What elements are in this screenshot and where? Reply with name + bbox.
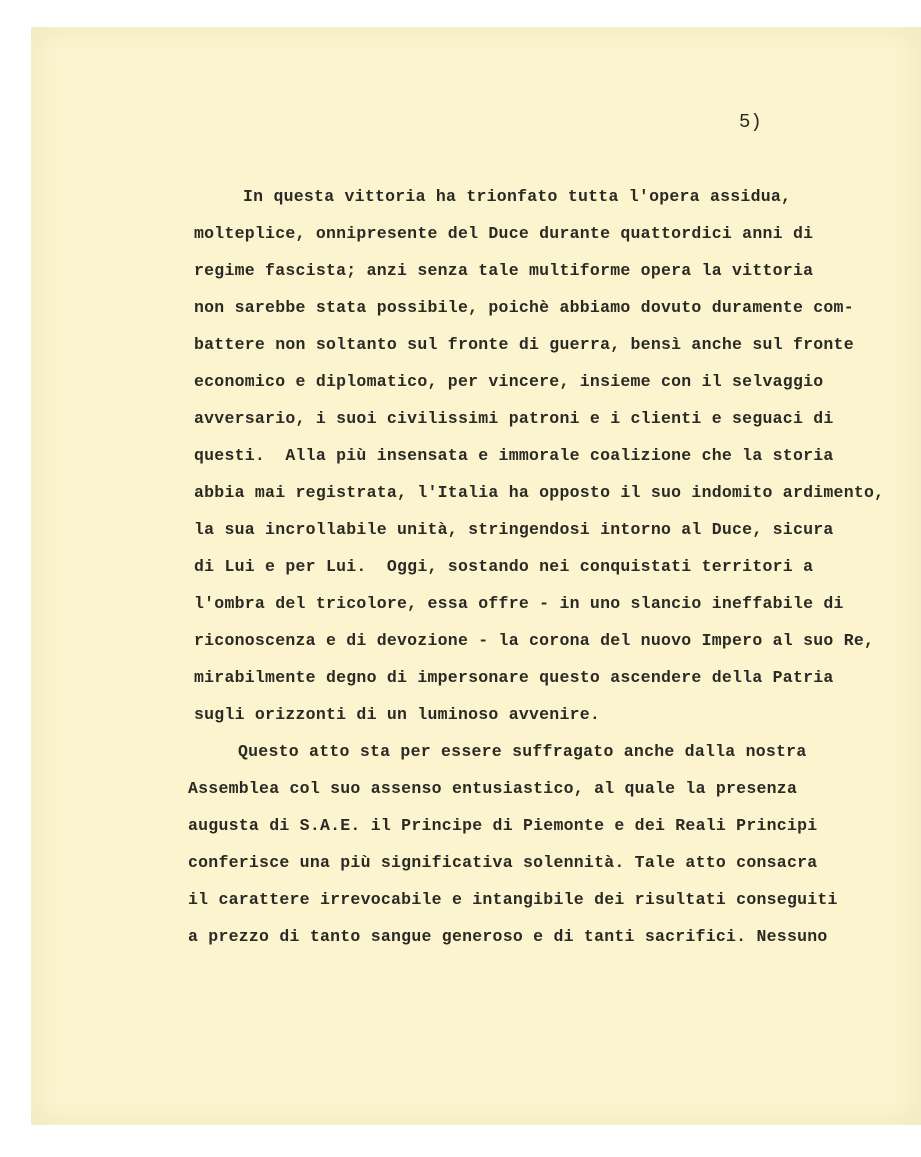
text-line: abbia mai registrata, l'Italia ha opposto il suo indomito ardimento,	[194, 483, 885, 502]
text-line: avversario, i suoi civilissimi patroni e i clienti e seguaci di	[194, 409, 834, 428]
text-line: a prezzo di tanto sangue generoso e di tanti sacrifici. Nessuno	[188, 927, 828, 946]
text-line: In questa vittoria ha trionfato tutta l'opera assidua,	[243, 187, 792, 206]
text-line: conferisce una più significativa solennità. Tale atto consacra	[188, 853, 818, 872]
text-line: questi. Alla più insensata e immorale coalizione che la storia	[194, 446, 834, 465]
text-line: di Lui e per Lui. Oggi, sostando nei conquistati territori a	[194, 557, 814, 576]
text-line: sugli orizzonti di un luminoso avvenire.	[194, 705, 601, 724]
text-line: l'ombra del tricolore, essa offre - in uno slancio ineffabile di	[194, 594, 844, 613]
text-line: Assemblea col suo assenso entusiastico, al quale la presenza	[188, 779, 798, 798]
text-line: augusta di S.A.E. il Principe di Piemonte e dei Reali Principi	[188, 816, 818, 835]
text-line: la sua incrollabile unità, stringendosi intorno al Duce, sicura	[194, 520, 834, 539]
text-line: riconoscenza e di devozione - la corona del nuovo Impero al suo Re,	[194, 631, 875, 650]
text-line: regime fascista; anzi senza tale multiforme opera la vittoria	[194, 261, 814, 280]
text-line: economico e diplomatico, per vincere, insieme con il selvaggio	[194, 372, 824, 391]
text-line: mirabilmente degno di impersonare questo ascendere della Patria	[194, 668, 834, 687]
text-line: battere non soltanto sul fronte di guerra, bensì anche sul fronte	[194, 335, 854, 354]
text-line: non sarebbe stata possibile, poichè abbiamo dovuto duramente com-	[194, 298, 854, 317]
text-line: Questo atto sta per essere suffragato anche dalla nostra	[238, 742, 807, 761]
page-number: 5)	[739, 111, 762, 133]
text-line: il carattere irrevocabile e intangibile dei risultati conseguiti	[188, 890, 838, 909]
text-line: molteplice, onnipresente del Duce durante quattordici anni di	[194, 224, 814, 243]
